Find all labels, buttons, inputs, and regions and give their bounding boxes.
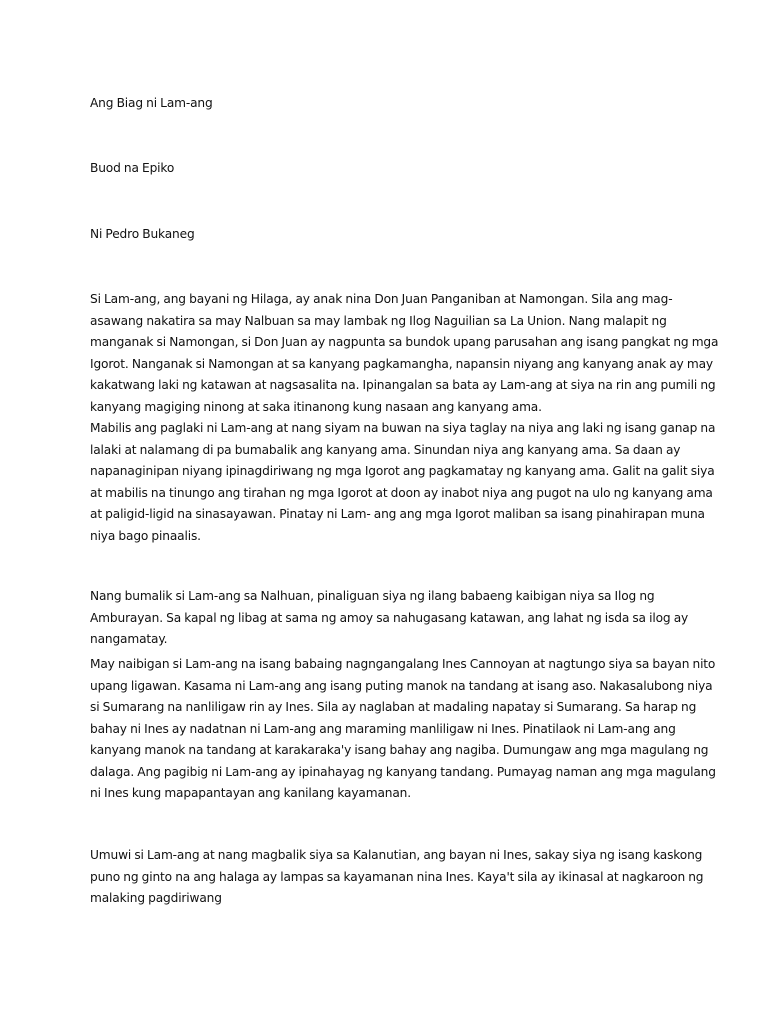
paragraph-line: manganak si Namongan, si Don Juan ay nagpunta sa bundok upang parusahan ang isang pangkat ng mga: [90, 335, 719, 349]
paragraph-line: Nang bumalik si Lam-ang sa Nalhuan, pinaliguan siya ng ilang babaeng kaibigan niya sa Ilog ng: [90, 589, 655, 603]
paragraph-line: May naibigan si Lam-ang na isang babaing nagngangalang Ines Cannoyan at nagtungo siya sa bayan nito: [90, 657, 716, 671]
paragraph-line: Umuwi si Lam-ang at nang magbalik siya sa Kalanutian, ang bayan ni Ines, sakay siya ng isang kaskong: [90, 848, 703, 862]
paragraph-line: puno ng ginto na ang halaga ay lampas sa kayamanan nina Ines. Kaya't sila ay ikinasal at nagkaroon ng: [90, 869, 704, 884]
paragraph-line: niya bago pinaalis.: [90, 528, 201, 543]
paragraph-line: Si Lam-ang, ang bayani ng Hilaga, ay anak nina Don Juan Panganiban at Namongan. Sila ang mag-: [90, 292, 673, 306]
paragraph-line: ni Ines kung mapapantayan ang kanilang kayamanan.: [90, 786, 411, 800]
paragraph-line: Igorot. Nanganak si Namongan at sa kanyang pagkamangha, napansin niyang ang kanyang anak ay may: [90, 356, 713, 371]
paragraph-4: [90, 654, 716, 805]
document-subtitle: Buod na Epiko: [90, 161, 175, 175]
paragraph-line: malaking pagdiriwang: [90, 891, 222, 905]
paragraph-line: napanaginipan niyang ipinagdiriwang ng mga Igorot ang pagkamatay ng kanyang ama. Galit na galit siya: [90, 464, 715, 478]
paragraph-3: [90, 586, 690, 651]
paragraph-line: dalaga. Ang pagibig ni Lam-ang ay ipinahayag ng kanyang tandang. Pumayag naman ang mga magulang: [90, 764, 716, 779]
paragraph-line: bahay ni Ines ay nadatnan ni Lam-ang ang maraming manliligaw ni Ines. Pinatilaok ni Lam-ang ang: [90, 721, 676, 736]
paragraph-line: Amburayan. Sa kapal ng libag at sama ng amoy sa nahugasang katawan, ang lahat ng isda sa ilog ay: [90, 610, 689, 625]
paragraph-line: nangamatay.: [90, 632, 168, 646]
paragraph-line: Mabilis ang paglaki ni Lam-ang at nang siyam na buwan na siya taglay na niya ang laki ng isang ganap na: [90, 421, 716, 435]
paragraph-line: kanyang magiging ninong at saka itinanong kung nasaan ang kanyang ama.: [90, 399, 542, 414]
paragraph-5: [90, 845, 704, 910]
paragraph-line: at mabilis na tinungo ang tirahan ng mga Igorot at doon ay inabot niya ang pugot na ulo ng kanyang ama: [90, 485, 713, 500]
paragraph-line: kanyang manok na tandang at karakaraka'y isang bahay ang nagiba. Dumungaw ang mga magulang ng: [90, 743, 709, 757]
document-author: Ni Pedro Bukaneg: [90, 227, 195, 241]
document-title: Ang Biag ni Lam-ang: [90, 96, 213, 110]
paragraph-2: [90, 418, 716, 547]
paragraph-1: [90, 289, 719, 418]
paragraph-line: lalaki at nalamang di pa bumabalik ang kanyang ama. Sinundan niya ang kanyang ama. Sa daan ay: [90, 442, 681, 457]
paragraph-line: si Sumarang na nanliligaw rin ay Ines. Sila ay naglaban at madaling napatay si Sumarang. Sa harap ng: [90, 700, 697, 714]
paragraph-line: kakatwang laki ng katawan at nagsasalita na. Ipinangalan sa bata ay Lam-ang at siya na rin ang pumili ng: [90, 378, 716, 392]
paragraph-line: asawang nakatira sa may Nalbuan sa may lambak ng Ilog Naguilian sa La Union. Nang malapit ng: [90, 313, 667, 328]
paragraph-line: upang ligawan. Kasama ni Lam-ang ang isang puting manok na tandang at isang aso. Nakasalubong niya: [90, 678, 713, 693]
paragraph-line: at paligid-ligid na sinasayawan. Pinatay ni Lam- ang ang mga Igorot maliban sa isang pinahirapan muna: [90, 507, 705, 521]
